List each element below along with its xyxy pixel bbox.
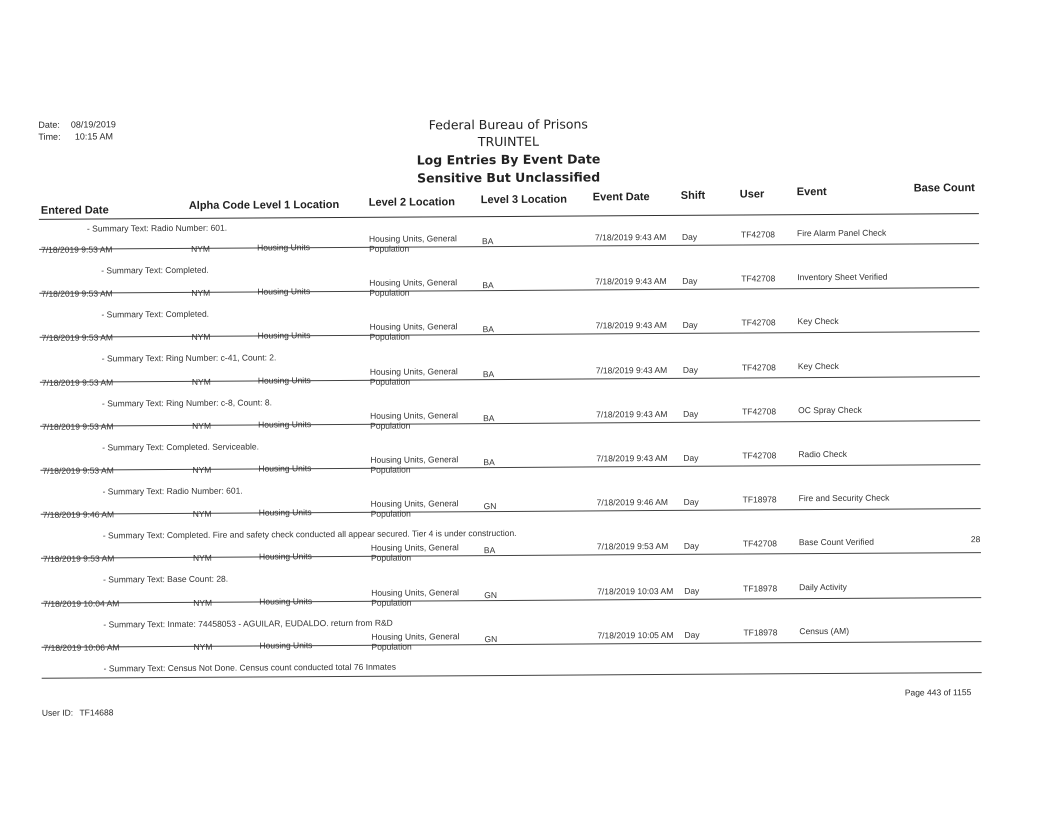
alpha-code-cell: NYM [191,376,211,387]
level1-location-cell: Housing Units [257,330,311,341]
user-cell: TF42708 [742,406,777,417]
level1-location-cell: Housing Units [258,463,312,474]
event-cell: Key Check [797,360,839,371]
shift-cell: Day [683,408,699,419]
level3-location-cell: BA [483,457,495,468]
level2-location-cell: Housing Units, General Population [370,498,459,519]
event-date-cell: 7/18/2019 10:05 AM [597,629,674,641]
level2-location-cell: Housing Units, General Population [370,454,459,475]
summary-text: - Summary Text: Inmate: 74458053 - AGUILAR, EUDALDO. return from R&D [103,617,393,630]
level2-location-cell: Housing Units, General Population [368,233,457,254]
summary-text: - Summary Text: Census Not Done. Census count conducted total 76 Inmates [103,661,396,674]
shift-cell: Day [681,231,698,242]
entered-date-cell: 7/18/2019 9:53 AM [41,288,113,299]
alpha-code-cell: NYM [191,287,211,299]
event-date-cell: 7/18/2019 10:03 AM [597,585,674,597]
shift-cell: Day [683,452,699,463]
shift-cell: Day [682,320,698,331]
event-cell: Fire and Security Check [798,492,890,504]
event-cell: Daily Activity [799,581,847,592]
level2-location-cell: Housing Units, General Population [371,631,460,652]
level2-location-cell: Housing Units, General Population [369,321,458,343]
user-cell: TF42708 [742,538,777,549]
date-label: Date: [38,119,60,130]
level1-location-cell: Housing Units [257,374,311,386]
level3-location-cell: GN [484,589,497,600]
row-rule [40,331,980,338]
level3-location-cell: BA [483,545,496,556]
event-cell: Base Count Verified [798,537,875,548]
header-rule [39,213,979,220]
entered-date-cell: 7/18/2019 9:46 AM [42,509,115,520]
event-cell: Census (AM) [799,625,850,636]
entered-date-cell: 7/18/2019 9:53 AM [41,244,113,255]
level1-location-cell: Housing Units [259,595,313,607]
base-count-cell: 28 [970,534,981,545]
top-summary-text: - Summary Text: Radio Number: 601. [86,222,228,234]
level1-location-cell: Housing Units [257,242,311,253]
user-id-label: User ID: [41,707,74,718]
event-date-cell: 7/18/2019 9:53 AM [596,541,669,552]
entered-date-cell: 7/18/2019 9:53 AM [41,376,114,388]
summary-text: - Summary Text: Ring Number: c-8, Count: 8. [101,396,272,409]
alpha-code-cell: NYM [192,508,212,520]
report-date [38,119,116,129]
level2-location-cell: Housing Units, General Population [369,277,458,298]
col-level2: Level 2 Location [368,196,456,209]
report-time [38,131,113,141]
user-cell: TF42708 [741,361,776,373]
agency-title: Federal Bureau of Prisons [428,116,588,133]
event-date-cell: 7/18/2019 9:43 AM [595,276,667,287]
event-date-cell: 7/18/2019 9:43 AM [595,364,668,376]
alpha-code-cell: NYM [193,597,213,608]
time-value: 10:15 AM [74,131,113,142]
shift-cell: Day [683,541,700,552]
alpha-code-cell: NYM [192,553,212,564]
user-cell: TF42708 [742,450,777,461]
level1-location-cell: Housing Units [257,286,311,297]
row-rule [41,552,981,559]
shift-cell: Day [682,275,698,287]
level3-location-cell: GN [484,633,498,644]
user-cell: TF42708 [740,229,776,240]
level1-location-cell: Housing Units [258,418,312,430]
level2-location-cell: Housing Units, General Population [370,410,459,431]
classification-title: Sensitive But Unclassified [417,169,601,186]
event-cell: Key Check [797,316,839,327]
level3-location-cell: BA [481,236,494,247]
level3-location-cell: BA [483,412,495,423]
user-cell: TF42708 [741,317,776,328]
summary-text: - Summary Text: Base Count: 28. [103,574,229,585]
summary-text: - Summary Text: Completed. Serviceable. [102,441,259,453]
event-date-cell: 7/18/2019 9:43 AM [596,452,668,464]
report-title: Log Entries By Event Date [416,151,601,168]
alpha-code-cell: NYM [193,641,213,652]
event-date-cell: 7/18/2019 9:46 AM [596,497,669,508]
level1-location-cell: Housing Units [258,551,312,562]
col-entered-date: Entered Date [40,204,109,217]
level3-location-cell: BA [482,280,494,291]
alpha-code-cell: NYM [191,243,210,254]
col-event-date: Event Date [592,191,650,204]
shift-cell: Day [684,629,700,640]
user-cell: TF42708 [741,273,776,284]
date-value: 08/19/2019 [70,119,116,130]
summary-text: - Summary Text: Completed. Fire and safety check conducted all appear secured. Tier 4 is under construction. [102,528,517,541]
summary-text: - Summary Text: Completed. [101,308,210,320]
entered-date-cell: 7/18/2019 9:53 AM [41,332,114,344]
entered-date-cell: 7/18/2019 9:53 AM [42,553,115,565]
entered-date-cell: 7/18/2019 10:06 AM [43,642,120,653]
col-user: User [739,188,765,201]
alpha-code-cell: NYM [192,420,212,431]
system-title: TRUINTEL [477,133,539,150]
level3-location-cell: BA [482,368,495,379]
col-base-count: Base Count [913,182,975,195]
entered-date-cell: 7/18/2019 9:53 AM [42,421,114,432]
col-level3: Level 3 Location [480,193,568,207]
event-cell: OC Spray Check [798,404,862,415]
user-cell: TF18978 [743,582,778,594]
col-shift: Shift [680,189,706,202]
summary-text: - Summary Text: Completed. [101,264,209,276]
user-id-value: TF14688 [79,707,114,718]
level2-location-cell: Housing Units, General Population [370,542,459,564]
user-cell: TF18978 [743,627,778,638]
shift-cell: Day [684,585,700,596]
shift-cell: Day [682,364,698,375]
table-end-rule [42,672,982,679]
level1-location-cell: Housing Units [259,639,313,651]
entered-date-cell: 7/18/2019 10:04 AM [43,597,120,609]
event-cell: Radio Check [798,448,848,460]
page-number: Page 443 of 1155 [904,687,972,698]
event-date-cell: 7/18/2019 9:43 AM [595,320,667,331]
user-cell: TF18978 [742,494,777,505]
level2-location-cell: Housing Units, General Population [369,365,458,387]
event-date-cell: 7/18/2019 9:43 AM [594,231,667,243]
col-event: Event [796,186,827,199]
level2-location-cell: Housing Units, General Population [371,586,460,608]
alpha-code-cell: NYM [191,332,211,343]
user-id [42,707,114,717]
event-cell: Inventory Sheet Verified [797,271,888,283]
level1-location-cell: Housing Units [258,507,312,518]
alpha-code-cell: NYM [192,464,212,475]
event-cell: Fire Alarm Panel Check [796,227,887,239]
level3-location-cell: BA [482,324,494,335]
shift-cell: Day [683,496,699,508]
time-label: Time: [38,131,61,142]
entered-date-cell: 7/18/2019 9:53 AM [42,465,114,476]
summary-text: - Summary Text: Ring Number: c-41, Count: 2. [101,352,277,364]
level3-location-cell: GN [483,501,497,512]
event-date-cell: 7/18/2019 9:43 AM [596,408,668,420]
col-alpha-level1: Alpha Code Level 1 Location [188,198,340,212]
summary-text: - Summary Text: Radio Number: 601. [102,485,243,497]
